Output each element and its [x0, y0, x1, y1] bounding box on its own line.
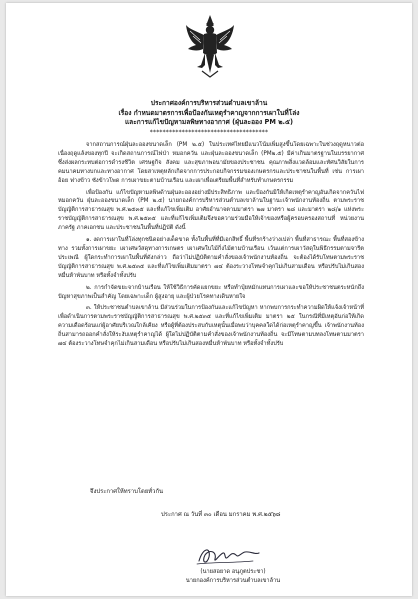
paragraph-authority: เพื่อป้องกัน แก้ไขปัญหามลพิษด้านฝุ่นละอองอย่างมีประสิทธิภาพ และป้องกันมิให้เกิดเหตุรำคาญอันเกิดจากควันไฟ หมอกควัน ฝุ่นละอองขนาดเล็ก (PM ๒.๕) นายกองค์การบริหารส่วนตำบลเขาล้านในฐานะเจ้าพนักงานท้องถิ่น ตามพระราชบัญญัติการสาธารณสุข พ.ศ.๒๕๓๕ และที่แก้ไขเพิ่มเติม อาศัยอำนาจตามมาตรา ๒๗ มาตรา ๒๘ และมาตรา ๒๘/๑ แห่งพระราชบัญญัติการสาธารณสุข พ.ศ.๒๕๓๕ และที่แก้ไขเพิ่มเติมจึงขอความร่วมมือให้เจ้าของหรือผู้ครอบครองสถานที่ หน่วยงานภาครัฐ ภาคเอกชน และประชาชนในพื้นที่ปฏิบัติ ดังนี้: [58, 189, 364, 232]
measure-item-1: ๑. งดการเผาในที่โล่งทุกชนิดอย่างเด็ดขาด ทั้งในพื้นที่ที่มีเอกสิทธิ์ พื้นที่รกร้างว่างเปล่า พื้นที่สาธารณะ พื้นที่สองข้างทาง รวมทั้งการเผาขยะ เผาเศษวัสดุทางการเกษตร เผาเศษใบไม้กิ่งไม้ตามบ้านเรือน เว้นแต่การเผาวัสดุในพิธีกรรมตามจารีตประเพณี ผู้ใดกระทำการเผาในพื้นที่ดังกล่าว ถือว่าไม่ปฏิบัติตามคำสั่งของเจ้าพนักงานท้องถิ่น จะต้องได้รับโทษตามพระราชบัญญัติการสาธารณสุข พ.ศ.๒๕๓๕ และที่แก้ไขเพิ่มเติมมาตรา ๗๔ ต้องระวางโทษจำคุกไม่เกินสามเดือน หรือปรับไม่เกินสองหมื่นห้าพันบาท หรือทั้งจำทั้งปรับ: [58, 237, 364, 279]
signatory-block: [158, 568, 308, 585]
measure-item-2: ๒. การกำจัดขยะจากบ้านเรือน ให้ใช้วิธีการคัดแยกขยะ หรือทำปุ๋ยหมักแทนการเผาและขอให้ประชาชนตระหนักถึงปัญหาสุขภาพเป็นสำคัญ โดยเฉพาะเด็ก ผู้สูงอายุ และผู้ป่วยโรคทางเดินหายใจ: [58, 284, 364, 300]
star-divider: *************************************: [149, 128, 269, 136]
signatory-position: นายกองค์การบริหารส่วนตำบลเขาล้าน: [185, 577, 281, 584]
document-title-block: [46, 99, 372, 137]
paragraph-background: จากสถานการณ์ฝุ่นละอองขนาดเล็ก (PM ๒.๕) ในประเทศไทยมีแนวโน้มเพิ่มสูงขึ้นโดยเฉพาะในช่วงฤดูหนาวต่อเนื่องฤดูแล้งของทุกปี จะเกิดสถานการณ์ไฟป่า หมอกควัน และฝุ่นละอองขนาดเล็ก (PM๒.๕) มีค่าเกินมาตรฐานในบรรยากาศ ซึ่งส่งผลกระทบต่อการดำรงชีวิต เศรษฐกิจ สังคม และสุขภาพอนามัยของประชาชน คุณภาพสิ่งแวดล้อมและทัศนวิสัยในการคมนาคมทางบกและทางอากาศ โดยสาเหตุหลักเกิดจากการประกอบกิจกรรมของเกษตรกรและประชาชนในพื้นที่ เช่น การเผาอ้อย ฟางข้าว ซังข้าวโพด การเผาขยะตามบ้านเรือน และเผาเพื่อเตรียมพื้นที่สำหรับทำเกษตรกรรม: [58, 142, 364, 184]
document-page: [6, 3, 412, 596]
subject-continuation: และการแก้ไขปัญหามลพิษทางอากาศ (ฝุ่นละออง PM ๒.๕): [124, 118, 294, 127]
org-heading: ประกาศองค์การบริหารส่วนตำบลเขาล้าน: [150, 99, 268, 107]
signatory-name: (นายสอยาด อนุภูตประชา): [200, 569, 266, 575]
garuda-emblem-icon: [184, 13, 236, 79]
subject-line: เรื่อง กำหนดมาตรการเพื่อป้องกันเหตุรำคาญจากการเผาในที่โล่ง: [118, 108, 300, 117]
measure-item-3: ๓. ให้ประชาชนตำบลเขาล้าน มีส่วนร่วมในการป้องกันและแก้ไขปัญหา หากพบการกระทำความผิดให้แจ้งเจ้าหน้าที่เพื่อดำเนินการตามพระราชบัญญัติการสาธารณสุข พ.ศ.๒๕๓๕ และที่แก้ไขเพิ่มเติม มาตรา ๒๕ ในกรณีที่มีเหตุอันก่อให้เกิดความเดือดร้อนแก่ผู้อาศัยบริเวณใกล้เคียง หรือผู้ที่ต้องประสบกับเหตุนั้นเมื่อพบว่าบุคคลใดได้ก่อเหตุรำคาญขึ้น เจ้าพนักงานท้องถิ่นสามารถออกคำสั่งให้ระงับเหตุรำคาญได้ ผู้ใดไม่ปฏิบัติตามคำสั่งของเจ้าพนักงานท้องถิ่น จะมีโทษตามบทลงโทษตามมาตรา ๗๔ ต้องระวางโทษจำคุกไม่เกินสามเดือน หรือปรับไม่เกินสองหมื่นห้าพันบาท หรือทั้งจำทั้งปรับ: [58, 305, 364, 348]
closing-statement: จึงประกาศให้ทราบโดยทั่วกัน: [90, 489, 164, 495]
handwritten-signature-icon: [193, 543, 265, 569]
announcement-body: [58, 141, 364, 352]
date-line: ประกาศ ณ วันที่ ๓๐ เดือน มกราคม พ.ศ.๒๕๖๘: [161, 512, 281, 518]
